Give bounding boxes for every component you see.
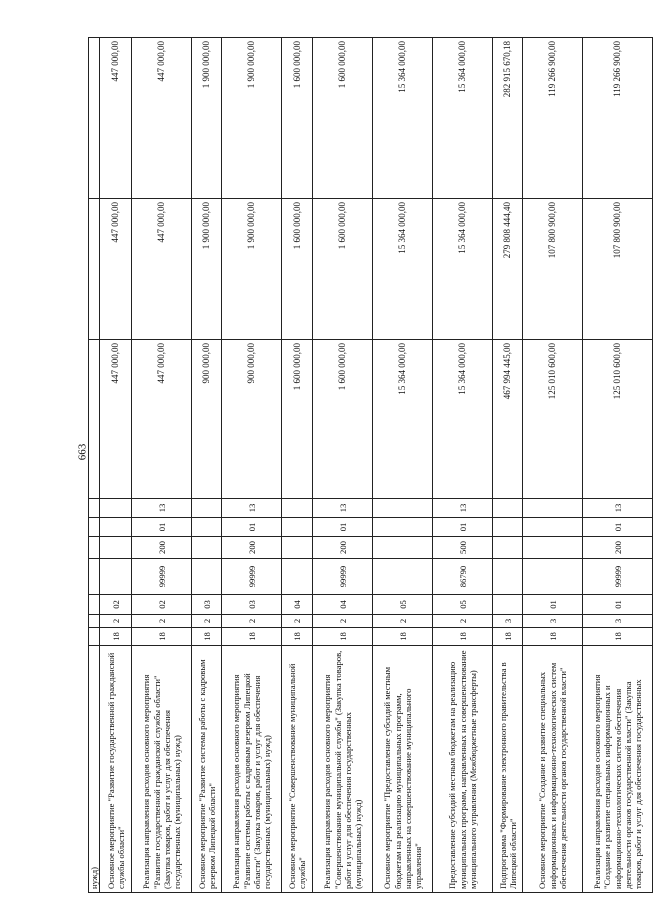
cell-vr: 200	[132, 537, 192, 559]
cell-amount-3: 1 600 000,00	[282, 38, 313, 199]
cell-rz: 2	[132, 615, 192, 628]
cell-dop2	[373, 499, 433, 518]
cell-ved: 18	[282, 628, 313, 646]
cell-amount-2: 15 364 000,00	[373, 199, 433, 340]
row-name: Предоставление субсидий местным бюджетам на реализацию муниципальных программ, направленных на совершенствование муниципального управления (Межбюджетные трансферты)	[433, 646, 493, 893]
cell-dop1: 01	[313, 518, 373, 537]
cell-amount-1: 125 010 600,00	[583, 340, 653, 499]
cell-dop1	[89, 518, 100, 537]
cell-dop2: 13	[313, 499, 373, 518]
cell-amount-2: 1 600 000,00	[313, 199, 373, 340]
row-name: нужд)	[89, 646, 100, 893]
cell-rz: 2	[100, 615, 132, 628]
cell-dop1: 01	[222, 518, 282, 537]
cell-amount-3: 447 000,00	[132, 38, 192, 199]
cell-amount-2: 107 800 900,00	[583, 199, 653, 340]
table-row	[100, 38, 132, 893]
budget-table	[88, 37, 653, 893]
cell-rz: 2	[192, 615, 222, 628]
cell-cs	[373, 559, 433, 595]
cell-vr: 200	[222, 537, 282, 559]
cell-dop1	[282, 518, 313, 537]
cell-ved: 18	[222, 628, 282, 646]
cell-cs	[493, 559, 523, 595]
page-number: 663	[76, 443, 88, 461]
cell-pr: 03	[192, 595, 222, 615]
cell-amount-3: 15 364 000,00	[373, 38, 433, 199]
row-name: Основное мероприятие "Совершенствование муниципальной службы"	[282, 646, 313, 893]
row-name: Основное мероприятие "Предоставление субсидий местным бюджетам на реализацию муниципальных программ, направленных на совершенствование муниципального управления"	[373, 646, 433, 893]
cell-vr	[493, 537, 523, 559]
cell-pr: 02	[100, 595, 132, 615]
cell-pr: 04	[313, 595, 373, 615]
cell-rz: 2	[282, 615, 313, 628]
table-row	[493, 38, 523, 893]
cell-rz	[89, 615, 100, 628]
cell-dop2: 13	[132, 499, 192, 518]
cell-cs: 99999	[132, 559, 192, 595]
cell-ved: 18	[373, 628, 433, 646]
cell-dop2	[100, 499, 132, 518]
cell-vr	[192, 537, 222, 559]
cell-ved: 18	[493, 628, 523, 646]
cell-amount-2: 1 900 000,00	[192, 199, 222, 340]
cell-rz: 3	[583, 615, 653, 628]
cell-ved: 18	[100, 628, 132, 646]
cell-amount-3: 15 364 000,00	[433, 38, 493, 199]
cell-amount-1: 447 000,00	[132, 340, 192, 499]
cell-cs: 99999	[313, 559, 373, 595]
cell-pr: 02	[132, 595, 192, 615]
cell-pr: 01	[583, 595, 653, 615]
rotated-table-container	[88, 38, 643, 893]
row-name: Основное мероприятие "Развитие системы работы с кадровым резервом Липецкой области"	[192, 646, 222, 893]
cell-amount-3	[89, 38, 100, 199]
cell-amount-3: 119 266 900,00	[583, 38, 653, 199]
cell-cs	[100, 559, 132, 595]
cell-rz: 2	[373, 615, 433, 628]
cell-pr: 01	[523, 595, 583, 615]
row-name: Подпрограмма "Формирование электронного правительства в Липецкой области"	[493, 646, 523, 893]
table-row	[433, 38, 493, 893]
cell-amount-2: 15 364 000,00	[433, 199, 493, 340]
cell-amount-3: 1 600 000,00	[313, 38, 373, 199]
cell-rz: 3	[523, 615, 583, 628]
row-name: Основное мероприятие "Создание и развитие специальных информационных и информационно-технологических систем обеспечения деятельности органов государственной власти"	[523, 646, 583, 893]
cell-amount-2: 1 600 000,00	[282, 199, 313, 340]
cell-amount-1	[89, 340, 100, 499]
row-name: Реализация направления расходов основного мероприятия "Развитие государственной гражданской службы области" (Закупка товаров, работ и услуг для обеспечения государственных (муниципальных) нужд)	[132, 646, 192, 893]
row-name: Реализация направления расходов основного мероприятия "Совершенствование муниципальной службы" (Закупка товаров, работ и услуг для обеспечения государственных (муниципальных) нужд)	[313, 646, 373, 893]
cell-dop1	[100, 518, 132, 537]
cell-dop2	[282, 499, 313, 518]
cell-ved: 18	[132, 628, 192, 646]
cell-vr: 200	[583, 537, 653, 559]
cell-dop2	[192, 499, 222, 518]
row-name: Основное мероприятие "Развитие государственной гражданской службы области"	[100, 646, 132, 893]
table-row	[132, 38, 192, 893]
cell-cs: 86790	[433, 559, 493, 595]
table-row	[523, 38, 583, 893]
cell-amount-2: 447 000,00	[100, 199, 132, 340]
cell-rz: 2	[433, 615, 493, 628]
cell-vr	[523, 537, 583, 559]
cell-amount-1: 15 364 000,00	[433, 340, 493, 499]
cell-vr	[100, 537, 132, 559]
table-body	[89, 38, 653, 893]
cell-amount-1: 447 000,00	[100, 340, 132, 499]
cell-ved	[89, 628, 100, 646]
cell-vr	[89, 537, 100, 559]
cell-vr: 200	[313, 537, 373, 559]
cell-amount-2: 107 800 900,00	[523, 199, 583, 340]
cell-amount-2: 447 000,00	[132, 199, 192, 340]
cell-ved: 18	[583, 628, 653, 646]
cell-amount-3: 447 000,00	[100, 38, 132, 199]
cell-dop1: 01	[132, 518, 192, 537]
cell-rz: 2	[313, 615, 373, 628]
cell-ved: 18	[433, 628, 493, 646]
cell-vr	[373, 537, 433, 559]
table-row	[583, 38, 653, 893]
cell-cs: 99999	[583, 559, 653, 595]
row-name: Реализация направления расходов основного мероприятия "Создание и развитие специальных информационных и информационно-технологических систем обеспечения деятельности органов государственной власти" (Закупка товаров, работ и услуг для обеспечения государственных	[583, 646, 653, 893]
cell-cs	[523, 559, 583, 595]
cell-cs: 99999	[222, 559, 282, 595]
table-row	[373, 38, 433, 893]
cell-amount-1: 1 600 000,00	[313, 340, 373, 499]
cell-pr: 05	[433, 595, 493, 615]
cell-vr: 500	[433, 537, 493, 559]
cell-ved: 18	[523, 628, 583, 646]
cell-dop1	[523, 518, 583, 537]
cell-amount-3: 119 266 900,00	[523, 38, 583, 199]
cell-rz: 3	[493, 615, 523, 628]
cell-amount-3: 282 915 670,18	[493, 38, 523, 199]
cell-dop1	[493, 518, 523, 537]
cell-dop2	[89, 499, 100, 518]
cell-dop1	[373, 518, 433, 537]
cell-ved: 18	[313, 628, 373, 646]
cell-dop1: 01	[433, 518, 493, 537]
cell-rz: 2	[222, 615, 282, 628]
cell-pr: 04	[282, 595, 313, 615]
cell-amount-2: 1 900 000,00	[222, 199, 282, 340]
table-row	[313, 38, 373, 893]
cell-dop2: 13	[433, 499, 493, 518]
cell-dop1	[192, 518, 222, 537]
cell-amount-3: 1 900 000,00	[222, 38, 282, 199]
cell-amount-3: 1 900 000,00	[192, 38, 222, 199]
cell-dop1: 01	[583, 518, 653, 537]
cell-cs	[192, 559, 222, 595]
cell-amount-1: 467 994 445,00	[493, 340, 523, 499]
table-row	[89, 38, 100, 893]
table-row	[222, 38, 282, 893]
cell-pr	[89, 595, 100, 615]
row-name: Реализация направления расходов основного мероприятия "Развитие системы работы с кадровым резервом Липецкой области" (Закупка товаров, работ и услуг для обеспечения государственных (муниципальных) нужд)	[222, 646, 282, 893]
table-row	[282, 38, 313, 893]
cell-amount-2: 279 808 444,40	[493, 199, 523, 340]
cell-cs	[89, 559, 100, 595]
cell-amount-1: 15 364 000,00	[373, 340, 433, 499]
cell-pr: 03	[222, 595, 282, 615]
cell-amount-1: 900 000,00	[192, 340, 222, 499]
cell-pr	[493, 595, 523, 615]
cell-vr	[282, 537, 313, 559]
cell-amount-1: 900 000,00	[222, 340, 282, 499]
cell-dop2	[493, 499, 523, 518]
cell-pr: 05	[373, 595, 433, 615]
cell-dop2: 13	[583, 499, 653, 518]
cell-amount-1: 1 600 000,00	[282, 340, 313, 499]
cell-dop2: 13	[222, 499, 282, 518]
cell-dop2	[523, 499, 583, 518]
table-row	[192, 38, 222, 893]
cell-cs	[282, 559, 313, 595]
cell-amount-1: 125 010 600,00	[523, 340, 583, 499]
cell-amount-2	[89, 199, 100, 340]
cell-ved: 18	[192, 628, 222, 646]
